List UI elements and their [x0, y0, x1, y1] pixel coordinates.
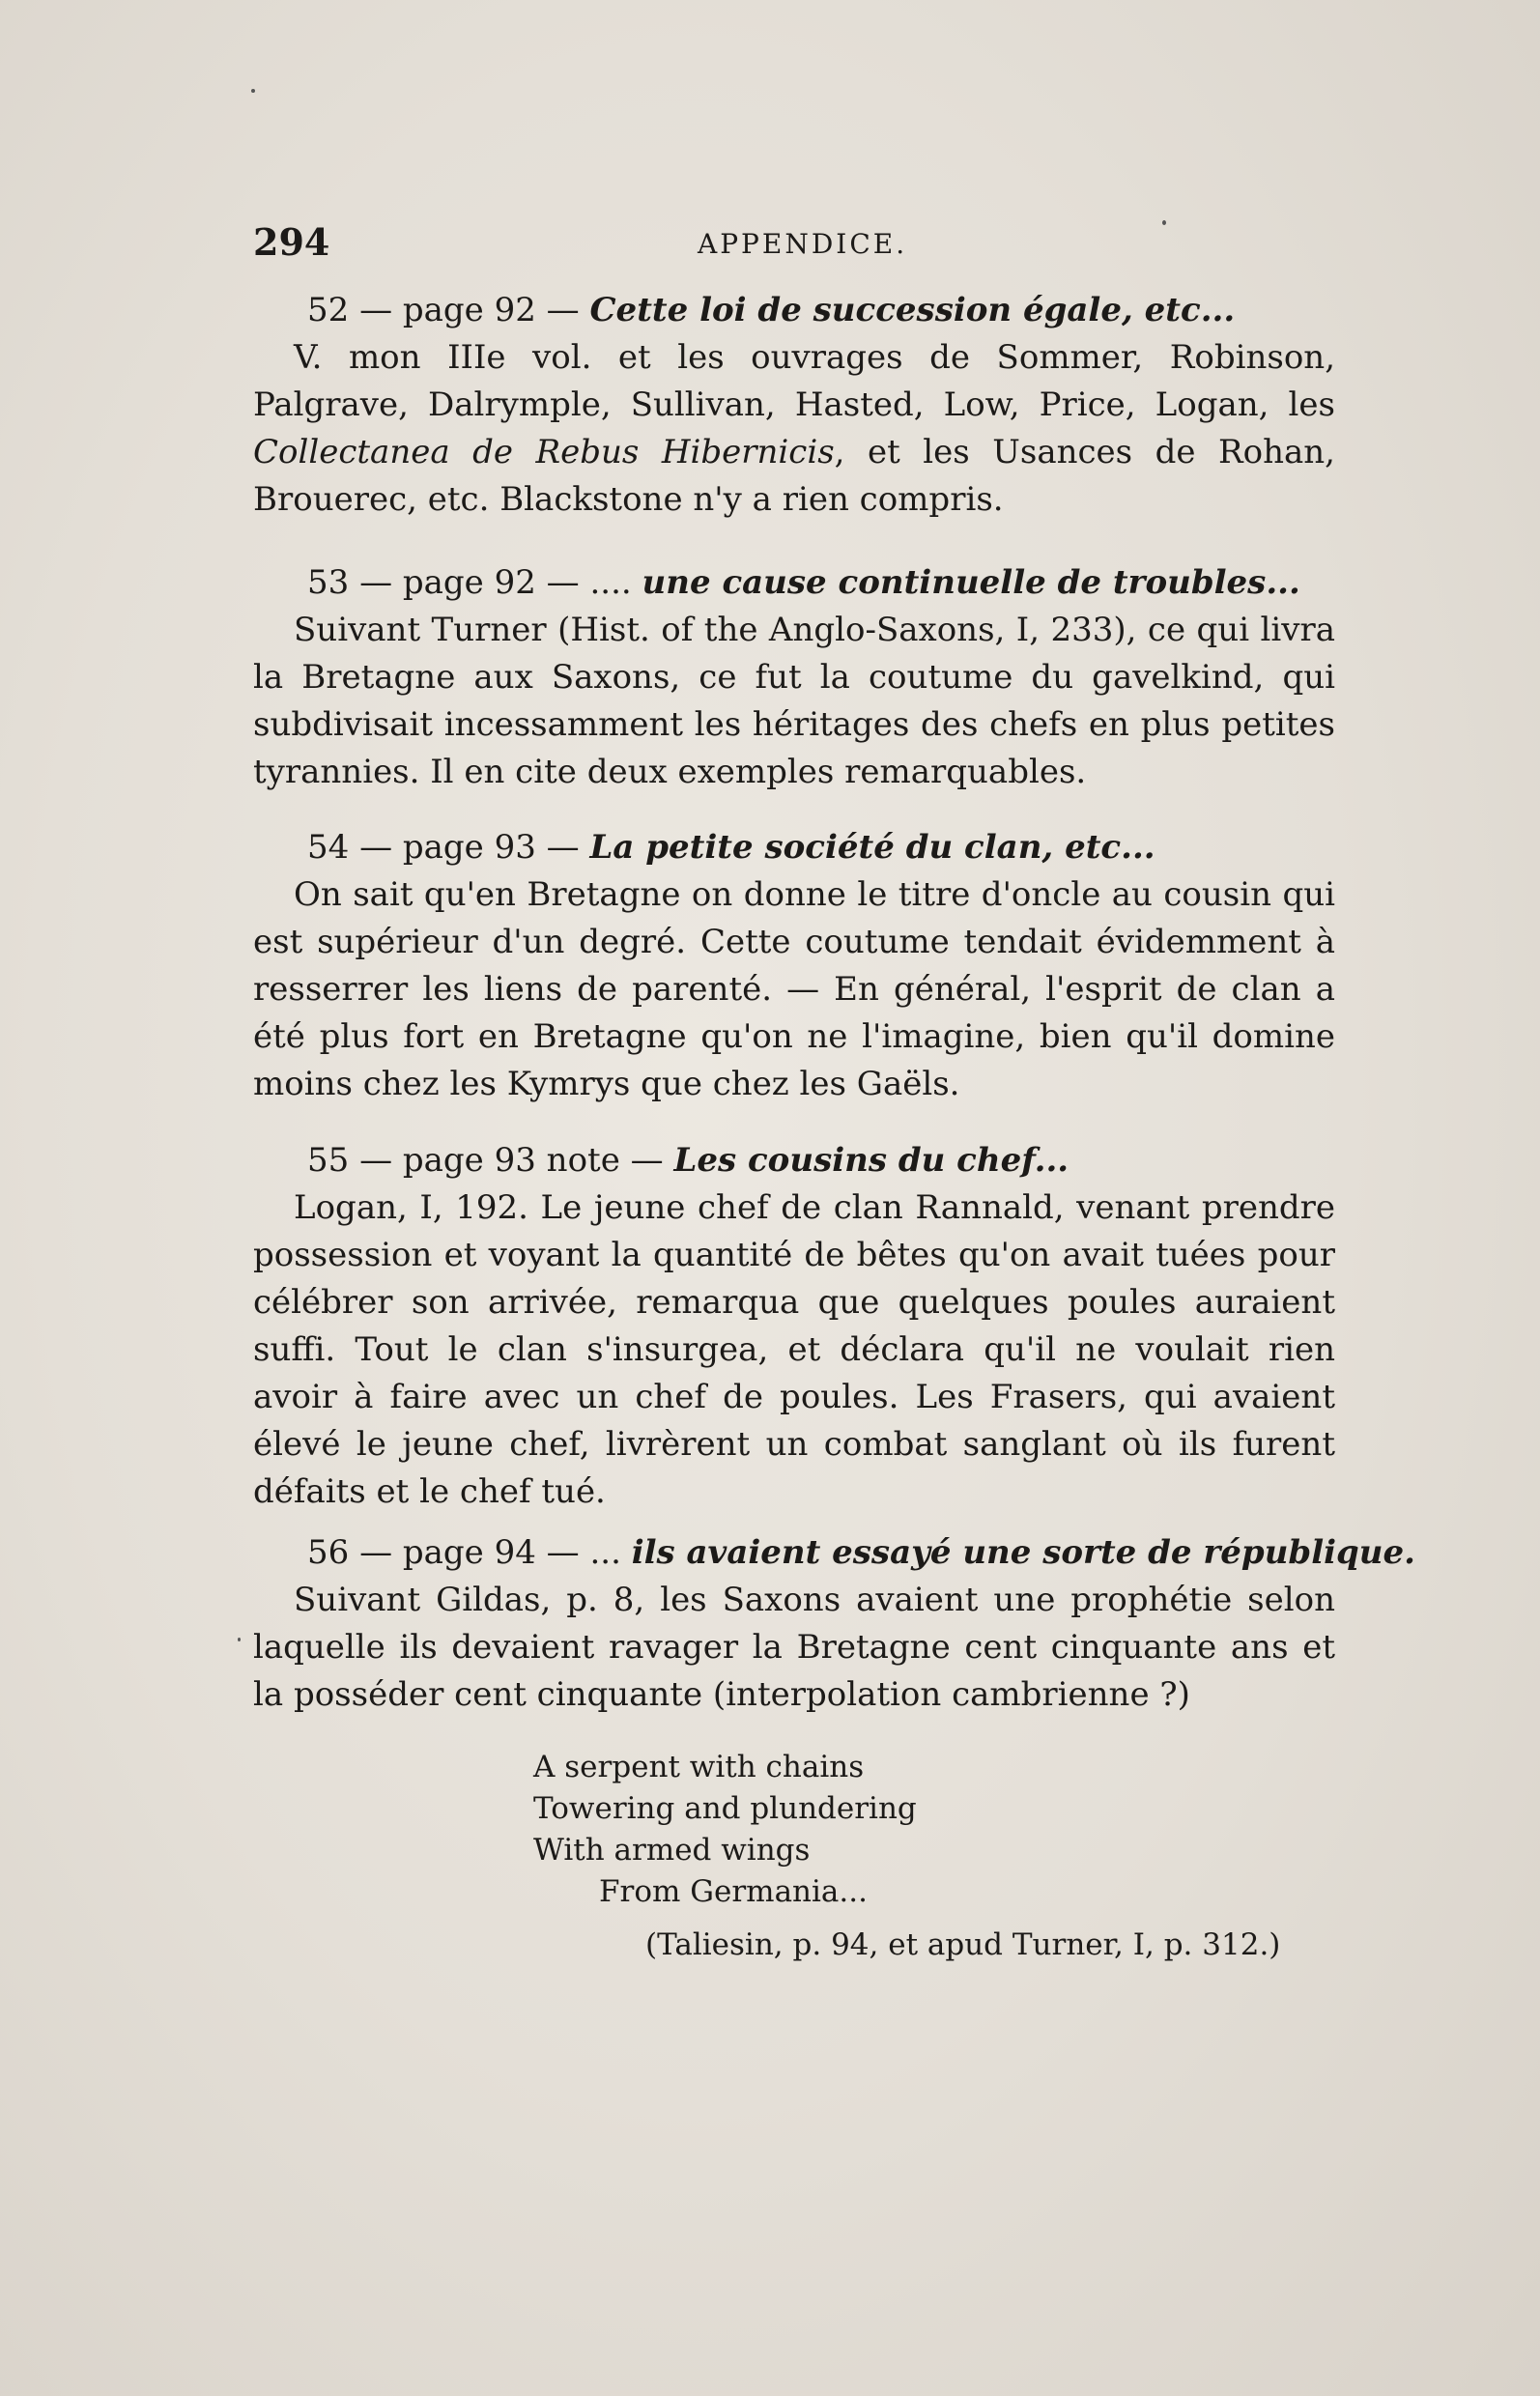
note-text: V. mon IIIe vol. et les ouvrages de Sommer, Robinson, Palgrave, Dalrymple, Sullivan, Hasted, Low, Price, Logan, les	[253, 338, 1335, 424]
note-body: Suivant Turner (Hist. of the Anglo-Saxons, I, 233), ce qui livra la Bretagne aux Saxons, ce fut la coutume du gavelkind, qui subdivisait incessamment les héritages des chefs en plus petites tyrannies. Il en cite deux exemples remarquables.	[253, 611, 1335, 791]
note-text-after: , et les Usances de Rohan, Brouerec, etc. Blackstone n'y a rien compris.	[253, 433, 1335, 519]
note-body: On sait qu'en Bretagne on donne le titre d'oncle au cousin qui est supérieur d'un degré. Cette coutume tendait évidemment à resserrer les liens de parenté. — En général, l'esprit de clan a été plus fort en Bretagne qu'on ne l'imagine, bien qu'il domine moins chez les Kymrys que chez les Gaëls.	[253, 875, 1335, 1103]
section-title: APPENDICE.	[698, 228, 908, 260]
running-head	[253, 220, 1335, 278]
poem-line: A serpent with chains	[533, 1750, 865, 1784]
note-52	[253, 286, 1335, 524]
note-55	[253, 1136, 1335, 1516]
note-heading	[253, 1136, 1335, 1184]
note-quote: La petite société du clan, etc...	[589, 828, 1155, 867]
note-56	[253, 1528, 1415, 1719]
note-quote: une cause continuelle de troubles...	[642, 563, 1300, 602]
note-heading	[253, 558, 1335, 607]
note-53	[253, 558, 1335, 796]
note-heading	[253, 823, 1335, 871]
poem	[533, 1747, 917, 1913]
note-quote: ils avaient essayé une sorte de république.	[631, 1533, 1415, 1572]
paper-speck	[251, 89, 255, 93]
note-ref: 55 — page 93 note —	[307, 1141, 674, 1180]
poem-line: Towering and plundering	[533, 1791, 917, 1826]
poem-citation: (Taliesin, p. 94, et apud Turner, I, p. 312.)	[645, 1927, 1281, 1962]
paper-speck	[238, 1638, 241, 1641]
note-italic-title: Collectanea de Rebus Hibernicis	[253, 433, 835, 471]
note-ref: 56 — page 94 — ...	[307, 1533, 632, 1572]
note-heading	[253, 286, 1335, 334]
note-ref: 53 — page 92 — ....	[307, 563, 642, 602]
note-heading	[253, 1528, 1415, 1577]
note-quote: Cette loi de succession égale, etc...	[589, 291, 1236, 329]
page-number: 294	[253, 220, 330, 264]
poem-line: From Germania...	[599, 1874, 868, 1909]
note-body	[253, 334, 1335, 524]
note-ref: 52 — page 92 —	[307, 291, 590, 329]
note-54	[253, 823, 1335, 1108]
poem-line: With armed wings	[533, 1833, 811, 1868]
note-ref: 54 — page 93 —	[307, 828, 590, 867]
note-body: Logan, I, 192. Le jeune chef de clan Rannald, venant prendre possession et voyant la quantité de bêtes qu'on avait tuées pour célébrer son arrivée, remarqua que quelques poules auraient suffi. Tout le clan s'insurgea, et déclara qu'il ne voulait rien avoir à faire avec un chef de poules. Les Frasers, qui avaient élevé le jeune chef, livrèrent un combat sanglant où ils furent défaits et le chef tué.	[253, 1188, 1335, 1511]
note-body: Suivant Gildas, p. 8, les Saxons avaient une prophétie selon laquelle ils devaient ravager la Bretagne cent cinquante ans et la posséder cent cinquante (interpolation cambrienne ?)	[253, 1581, 1335, 1714]
note-quote: Les cousins du chef...	[673, 1141, 1069, 1180]
